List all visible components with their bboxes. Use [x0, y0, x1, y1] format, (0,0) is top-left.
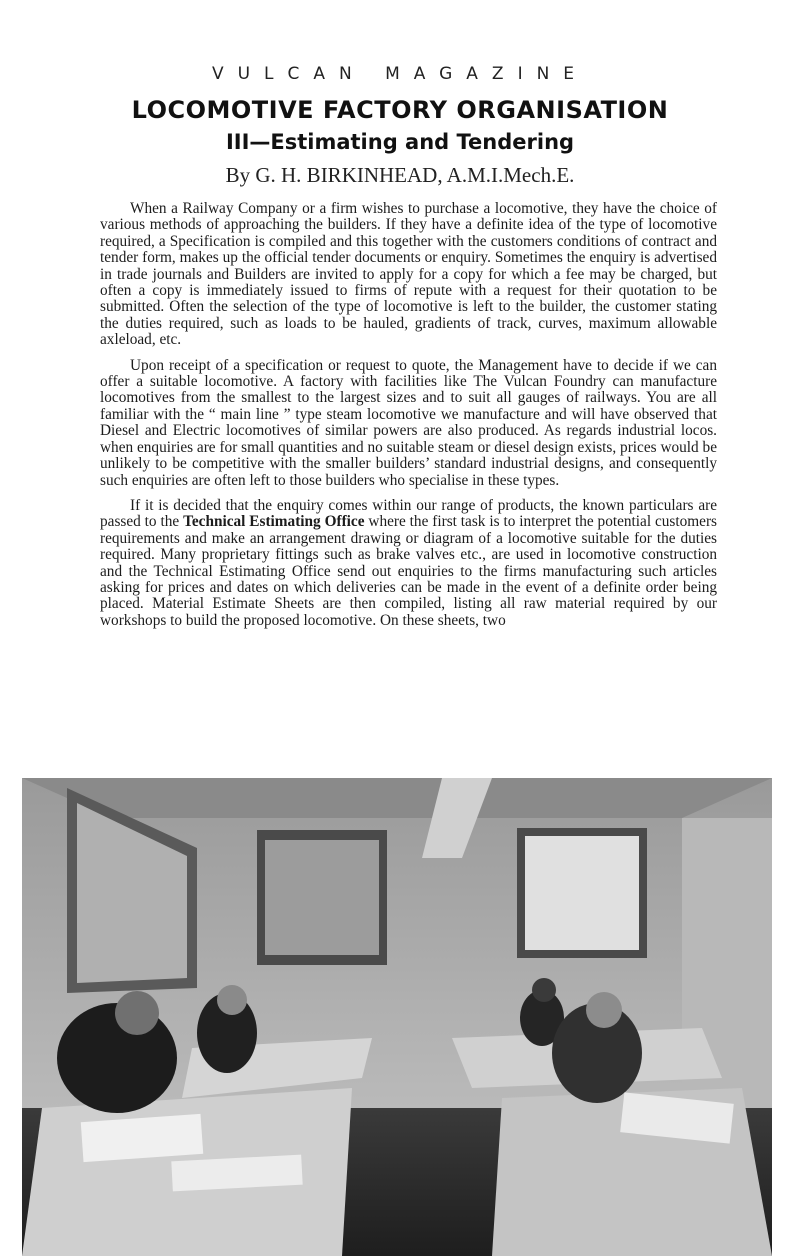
article-subtitle: III—Estimating and Tendering — [225, 130, 575, 154]
office-photograph — [22, 778, 772, 1256]
magazine-masthead: VULCAN MAGAZINE — [211, 64, 589, 84]
center-window — [265, 840, 379, 955]
photo-illustration — [22, 778, 772, 1256]
paragraph-3 — [100, 498, 717, 629]
technical-estimating-office-term: Technical Estimating Office — [183, 513, 365, 531]
papers-left — [81, 1114, 203, 1162]
ceiling — [22, 778, 772, 818]
paragraph-3-start: If it is decided that the enquiry comes within our range of products, the known particulars are passed to the — [100, 496, 717, 531]
right-window — [525, 836, 639, 950]
clerk-right-head — [586, 992, 622, 1028]
clerk-front-left-head — [115, 991, 159, 1035]
paragraph-3-end: where the first task is to interpret the potential customers requirements and make an arrangement drawing or diagram of a locomotive suitable for the duties required. Many proprietary fittings such as brake valves etc., are used in locomotive construction and the Technical Estimating Office send out enquiries to the firms manufacturing such articles asking for prices and dates on which deliveries can be made in the event of a definite order being placed. Material Estimate Sheets are then compiled, listing all raw material required by our workshops to build the proposed locomotive. On these sheets, two — [100, 513, 717, 629]
clerk-back-right-head — [532, 978, 556, 1002]
paragraph-2: Upon receipt of a specification or request to quote, the Management have to decide if we can offer a suitable locomotive. A factory with facilities like The Vulcan Foundry can manufacture locomotives from the smallest to the largest sizes and to suit all gauges of railways. You are all familiar with the “ main line ” type steam locomotive we manufacture and will have observed that Diesel and Electric locomotives of similar powers are also produced. As regards industrial locos. when enquiries are for small quantities and no suitable steam or diesel design exists, prices would be unlikely to be competitive with the smaller builders’ standard industrial designs, and consequently such enquiries are often left to those builders who specialise in these types. — [100, 356, 717, 489]
clerk-center-head — [217, 985, 247, 1015]
article-body — [100, 201, 717, 638]
paragraph-1: When a Railway Company or a firm wishes to purchase a locomotive, they have the choice of various methods of approaching the builders. If they have a definite idea of the type of locomotive required, a Specification is compiled and this together with the customers conditions of contract and tender form, makes up the official tender documents or enquiry. Sometimes the enquiry is advertised in trade journals and Builders are invited to apply for a copy for which a fee may be charged, but often a copy is immediately issued to firms of repute with a request for their quotation to be submitted. Often the selection of the type of locomotive is left to the builder, the customer stating the duties required, such as loads to be hauled, gradients of track, curves, maximum allowable axleload, etc. — [100, 200, 717, 349]
article-byline: By G. H. BIRKINHEAD, A.M.I.Mech.E. — [225, 163, 575, 187]
article-title: LOCOMOTIVE FACTORY ORGANISATION — [131, 96, 669, 124]
